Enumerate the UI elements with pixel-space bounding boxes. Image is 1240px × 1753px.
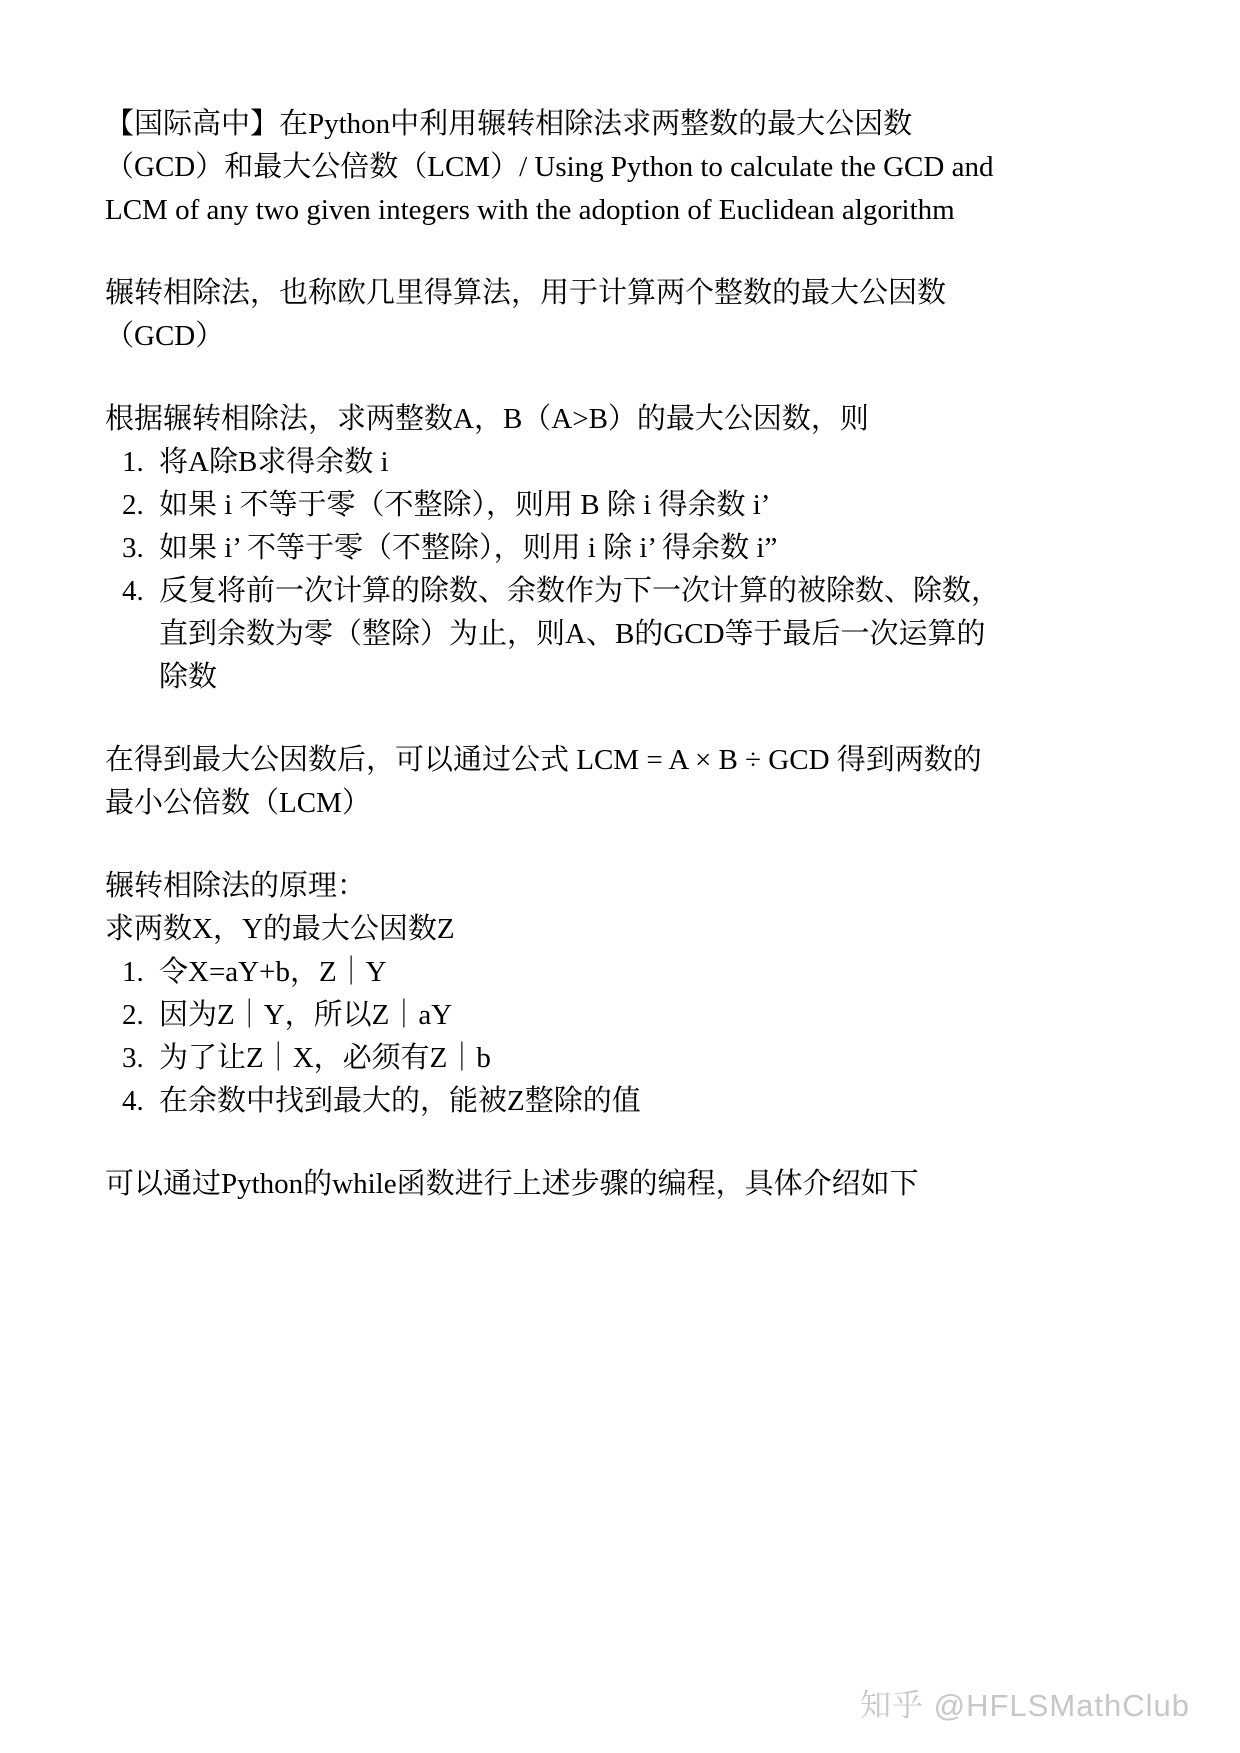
- gcd-step-4: 4. 反复将前一次计算的除数、余数作为下一次计算的被除数、除数，直到余数为零（整除）为止，则A、B的GCD等于最后一次运算的除数: [151, 570, 1005, 699]
- principle-step-1: 1. 令X=aY+b，Z｜Y: [151, 951, 1005, 994]
- principle-step-4: 4. 在余数中找到最大的，能被Z整除的值: [151, 1080, 1005, 1123]
- intro-paragraph: 辗转相除法，也称欧几里得算法，用于计算两个整数的最大公因数（GCD）: [105, 277, 947, 352]
- gcd-steps-list: [105, 441, 1005, 699]
- closing-paragraph: 可以通过Python的while函数进行上述步骤的编程，具体介绍如下: [105, 1168, 919, 1200]
- principle-subheading: 求两数X，Y的最大公因数Z: [105, 913, 455, 945]
- document-content: [105, 103, 1005, 1246]
- gcd-step-3: 3. 如果 i’ 不等于零（不整除），则用 i 除 i’ 得余数 i”: [151, 527, 1005, 570]
- gcd-steps-heading: 根据辗转相除法，求两整数A，B（A>B）的最大公因数，则: [105, 403, 869, 435]
- principle-step-2: 2. 因为Z｜Y，所以Z｜aY: [151, 994, 1005, 1037]
- watermark: 知乎 @HFLSMathClub: [860, 1688, 1190, 1723]
- principle-step-3: 3. 为了让Z｜X，必须有Z｜b: [151, 1037, 1005, 1080]
- lcm-paragraph: 在得到最大公因数后，可以通过公式 LCM = A × B ÷ GCD 得到两数的最小公倍数（LCM）: [105, 744, 982, 819]
- gcd-step-1: 1. 将A除B求得余数 i: [151, 441, 1005, 484]
- principle-section: [105, 865, 1005, 1123]
- document-title: 【国际高中】在Python中利用辗转相除法求两整数的最大公因数（GCD）和最大公倍数（LCM）/ Using Python to calculate the GCD and LCM of any two given integers with the adoption of Euclidean algorithm: [105, 108, 994, 226]
- gcd-step-2: 2. 如果 i 不等于零（不整除），则用 B 除 i 得余数 i’: [151, 484, 1005, 527]
- gcd-steps-section: [105, 398, 1005, 699]
- principle-heading: 辗转相除法的原理：: [105, 870, 367, 902]
- principle-steps-list: [105, 951, 1005, 1123]
